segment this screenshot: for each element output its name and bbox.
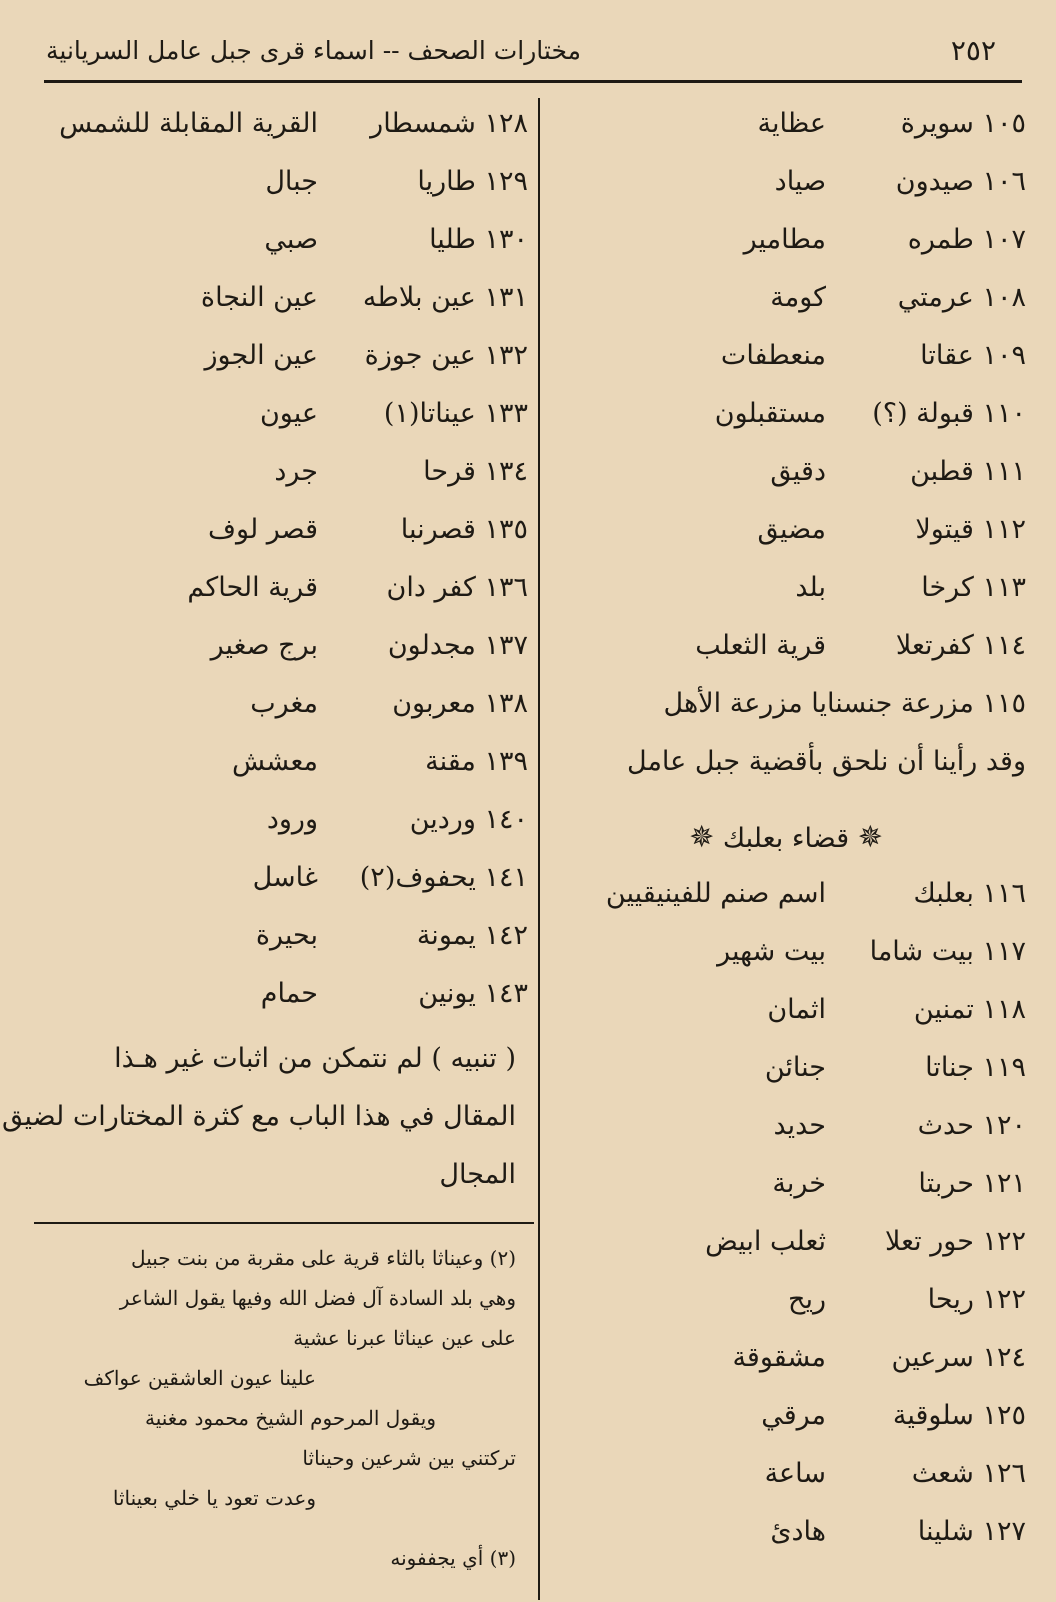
list-item [526, 1218, 1026, 1266]
list-item [38, 332, 528, 380]
list-item [38, 448, 528, 496]
notice-line: المجال [439, 1159, 516, 1190]
list-item [38, 796, 528, 844]
village-meaning: جبال [265, 166, 318, 197]
village-meaning: هادئ [770, 1516, 826, 1547]
footnote-rule [34, 1222, 534, 1224]
village-meaning: معشش [232, 746, 318, 777]
list-item [526, 1102, 1026, 1150]
village-meaning: حمام [260, 978, 318, 1009]
list-item [38, 158, 528, 206]
village-meaning: مغرب [250, 688, 318, 719]
village-name: ١٠٨ عرمتي [897, 282, 1026, 313]
header-rule [44, 80, 1022, 83]
village-meaning: اسم صنم للفينيقيين [605, 878, 826, 909]
village-meaning: حديد [773, 1110, 826, 1141]
list-item [38, 216, 528, 264]
list-item [526, 1334, 1026, 1382]
village-meaning: ورود [266, 804, 318, 835]
village-name: ١٣١ عين بلاطه [362, 282, 528, 313]
village-meaning: كومة [770, 282, 826, 313]
village-meaning: جنائن [764, 1052, 826, 1083]
village-meaning: قرية الثعلب [695, 630, 826, 661]
list-item [38, 680, 528, 728]
village-meaning: مستقبلون [714, 398, 826, 429]
list-item [526, 274, 1026, 322]
village-meaning: دقيق [770, 456, 826, 487]
list-item [38, 274, 528, 322]
village-name: ١٢٢ ريحا [927, 1284, 1026, 1315]
village-meaning: عين الجوز [204, 340, 318, 371]
footnote-line: علينا عيون العاشقين عواكف [83, 1366, 316, 1390]
footnote-line: ويقول المرحوم الشيخ محمود مغنية [145, 1406, 436, 1430]
list-item [38, 622, 528, 670]
footnote-line: تركتني بين شرعين وحيناثا [302, 1446, 516, 1470]
village-meaning: عيون [259, 398, 318, 429]
village-meaning: خربة [772, 1168, 826, 1199]
village-name: ١٤٣ يونين [418, 978, 528, 1009]
village-meaning: برج صغير [210, 630, 318, 661]
village-meaning: مشقوقة [732, 1342, 826, 1373]
notice-line: المقال في هذا الباب مع كثرة المختارات لضيق [1, 1101, 516, 1132]
village-name: ١٤١ يحفوف(٢) [359, 862, 528, 893]
entry-115: ١١٥ مزرعة جنسنايا مزرعة الأهل [663, 688, 1026, 719]
footnote-line: وعدت تعود يا خلي بعيناثا [112, 1486, 316, 1510]
list-item [38, 506, 528, 554]
list-item [526, 622, 1026, 670]
village-name: ١٣٣ عيناتا(١) [383, 398, 528, 429]
page-header [46, 28, 996, 72]
village-meaning: بيت شهير [717, 936, 826, 967]
village-name: ١٢٥ سلوقية [892, 1400, 1026, 1431]
village-name: ١٢٠ حدث [917, 1110, 1026, 1141]
village-name: ١٣٦ كفر دان [386, 572, 528, 603]
notice-line: ( تنبيه ) لم نتمكن من اثبات غير هـذا [114, 1043, 516, 1074]
village-name: ١٣٧ مجدلون [387, 630, 528, 661]
village-name: ١٣٩ مقنة [425, 746, 528, 777]
village-meaning: قصر لوف [208, 514, 318, 545]
list-item [526, 216, 1026, 264]
list-item [38, 912, 528, 960]
village-meaning: ساعة [764, 1458, 826, 1489]
list-item [38, 390, 528, 438]
village-name: ١٣٠ طليا [429, 224, 528, 255]
village-meaning: القرية المقابلة للشمس [59, 108, 318, 139]
list-item [526, 1392, 1026, 1440]
village-meaning: صبي [264, 224, 318, 255]
village-name: ١٣٤ قرحا [423, 456, 528, 487]
list-item [526, 1276, 1026, 1324]
footnote-line: وهي بلد السادة آل فضل الله وفيها يقول الشاعر [119, 1286, 516, 1310]
village-meaning: ثعلب ابيض [705, 1226, 826, 1257]
village-name: ١١٨ تمنين [913, 994, 1026, 1025]
village-name: ١٢١ حربتا [918, 1168, 1026, 1199]
village-name: ١١٧ بيت شاما [869, 936, 1026, 967]
list-item [38, 854, 528, 902]
list-item [38, 970, 528, 1018]
village-name: ١٢٨ شمسطار [370, 108, 528, 139]
village-name: ١٤٢ يمونة [416, 920, 528, 951]
village-name: ١١٤ كفرتعلا [895, 630, 1026, 661]
footnote-line: على عين عيناثا عبرنا عشية [293, 1326, 516, 1350]
village-meaning: بحيرة [255, 920, 318, 951]
village-name: ١٢٧ شلينا [917, 1516, 1026, 1547]
village-meaning: ريح [788, 1284, 826, 1315]
village-meaning: مطامير [743, 224, 826, 255]
list-item [526, 448, 1026, 496]
village-name: ١٢٩ طاريا [417, 166, 528, 197]
village-name: ١٣٢ عين جوزة [364, 340, 528, 371]
list-item [526, 100, 1026, 148]
village-meaning: مرقي [761, 1400, 826, 1431]
list-item [526, 870, 1026, 918]
village-meaning: عظاية [757, 108, 826, 139]
list-item [526, 564, 1026, 612]
village-name: ١١٢ قيتولا [915, 514, 1026, 545]
list-item [526, 1450, 1026, 1498]
village-name: ١٠٩ عقاتا [920, 340, 1026, 371]
village-name: ١٠٦ صيدون [895, 166, 1026, 197]
village-name: ١٠٥ سويرة [900, 108, 1026, 139]
ornament-icon: ✵ [689, 820, 715, 855]
village-meaning: صياد [774, 166, 826, 197]
village-meaning: جرد [274, 456, 318, 487]
list-item [38, 564, 528, 612]
running-title: مختارات الصحف -- اسماء قرى جبل عامل السريانية [46, 35, 581, 65]
village-meaning: اثمان [767, 994, 826, 1025]
village-name: ١١٩ جناتا [925, 1052, 1026, 1083]
section-heading [656, 814, 916, 862]
list-item [526, 332, 1026, 380]
list-item [38, 100, 528, 148]
list-item [526, 158, 1026, 206]
village-name: ١٤٠ وردين [409, 804, 528, 835]
village-name: ١٢٤ سرعين [891, 1342, 1026, 1373]
village-meaning: قرية الحاكم [187, 572, 318, 603]
village-name: ١٣٥ قصرنبا [400, 514, 528, 545]
list-item [526, 1044, 1026, 1092]
village-name: ١١١ قطبن [910, 456, 1026, 487]
list-item [526, 390, 1026, 438]
footnote-line: (٢) وعيناثا بالثاء قرية على مقربة من بنت جبيل [131, 1246, 516, 1270]
village-meaning: مضيق [757, 514, 826, 545]
list-item [526, 506, 1026, 554]
list-item [526, 986, 1026, 1034]
ornament-icon: ✵ [857, 820, 883, 855]
village-meaning: عين النجاة [200, 282, 318, 313]
village-name: ١٣٨ معربون [392, 688, 528, 719]
list-item [526, 928, 1026, 976]
list-item [526, 1508, 1026, 1556]
village-meaning: منعطفات [720, 340, 826, 371]
village-name: ١١٣ كرخا [921, 572, 1026, 603]
village-name: ١١٠ قبولة (؟) [872, 398, 1026, 429]
page-number: ٢٥٢ [950, 33, 996, 67]
village-name: ١١٦ بعلبك [913, 878, 1026, 909]
village-name: ١٢٢ حور تعلا [884, 1226, 1026, 1257]
section-title: قضاء بعلبك [722, 823, 850, 854]
village-name: ١٠٧ طمره [907, 224, 1026, 255]
village-name: ١٢٦ شعث [911, 1458, 1026, 1489]
list-item [38, 738, 528, 786]
list-item [526, 1160, 1026, 1208]
village-meaning: بلد [795, 572, 826, 603]
footnote-line: (٣) أي يجففونه [390, 1546, 516, 1570]
note-line: وقد رأينا أن نلحق بأقضية جبل عامل [627, 746, 1026, 777]
village-meaning: غاسل [252, 862, 318, 893]
